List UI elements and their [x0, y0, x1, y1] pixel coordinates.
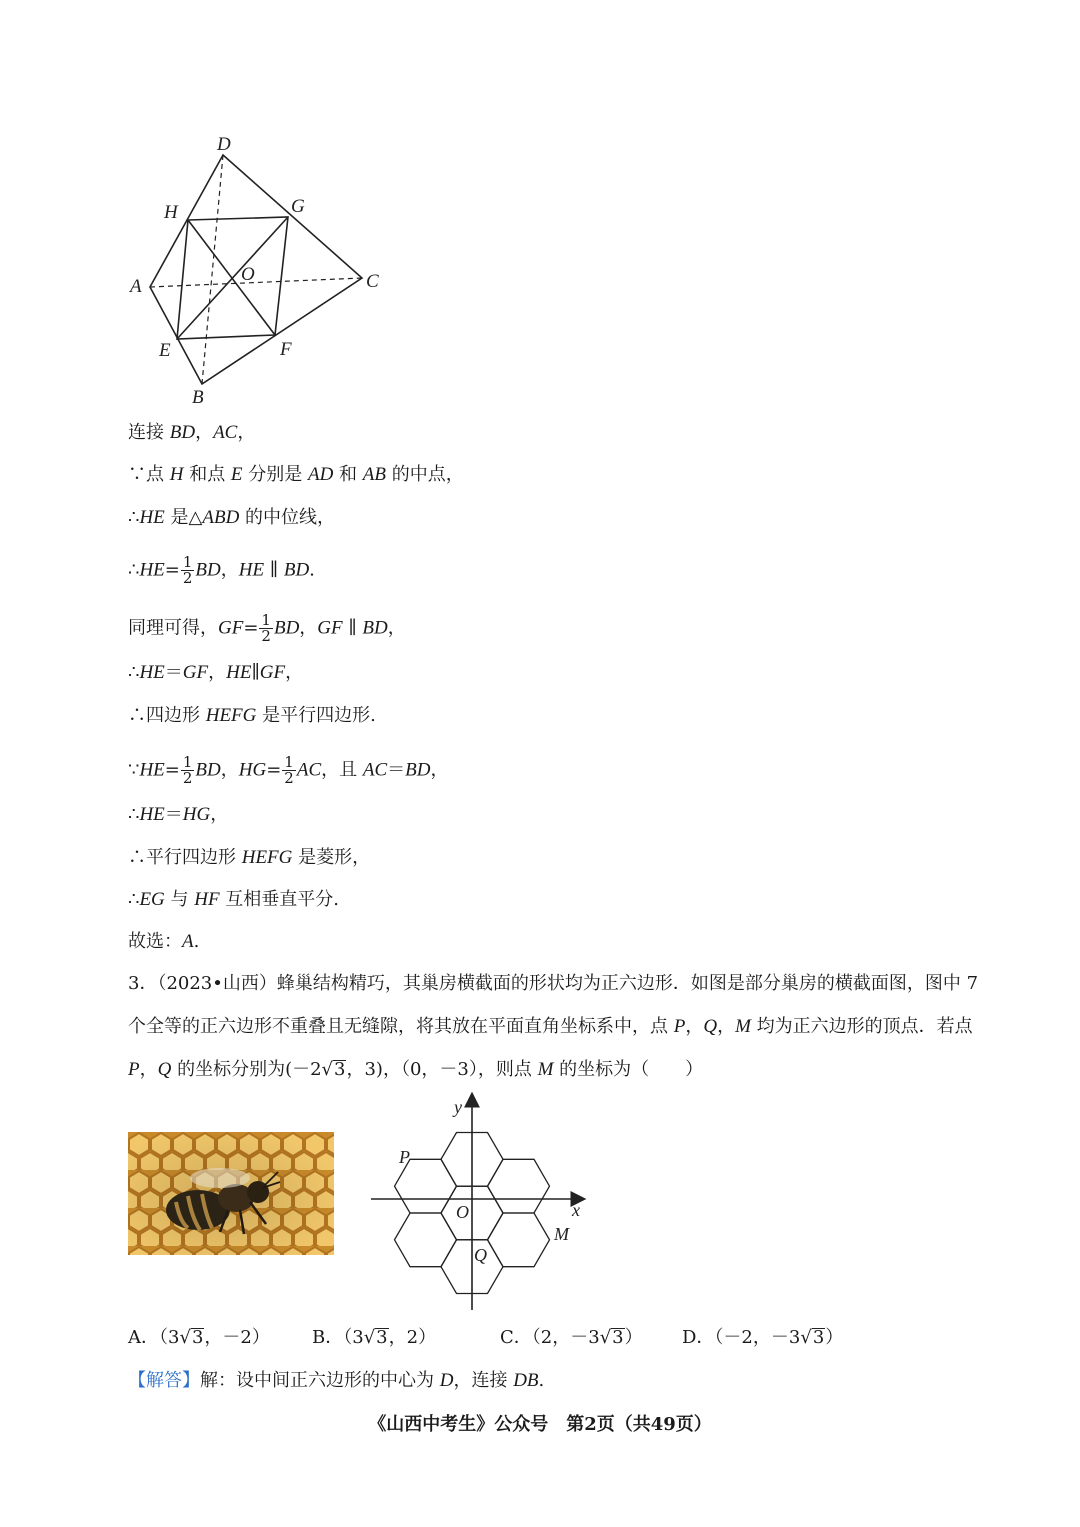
text-run: =	[266, 759, 282, 781]
text-run: B．（3	[312, 1327, 364, 1348]
text-run: ）	[624, 1327, 643, 1348]
math-symbol: AC	[362, 759, 388, 781]
text-run: 分别是	[242, 464, 308, 485]
math-symbol: AB	[362, 464, 386, 485]
math-symbol: H	[169, 464, 184, 485]
text-run: ，连接	[453, 1370, 514, 1391]
text-run: 故选：	[128, 931, 182, 952]
text-run: 的中点，	[385, 464, 464, 485]
text-run: .	[193, 931, 200, 952]
point-label-O: O	[456, 1202, 469, 1222]
math-symbol: E	[230, 464, 243, 485]
label-G: G	[291, 196, 305, 217]
math-symbol: AD	[307, 464, 334, 485]
answer-line	[128, 1369, 544, 1393]
math-symbol: D	[439, 1370, 454, 1391]
geometry-figure-quadrilateral	[120, 125, 400, 415]
point-label-M: M	[554, 1224, 569, 1244]
page-footer: 《山西中考生》公众号 第2页（共49页）	[368, 1414, 712, 1435]
solution-line	[128, 704, 376, 728]
math-symbol: Q	[703, 1016, 718, 1037]
fraction	[181, 755, 195, 786]
text-run: C．（2，－3	[500, 1327, 600, 1348]
text-run: 连接	[128, 422, 170, 443]
axis-label-x: x	[572, 1200, 580, 1220]
sqrt-radicand: 3	[812, 1327, 825, 1348]
text-run: 是△	[164, 507, 203, 528]
solution-line	[128, 555, 315, 586]
text-run: 和	[333, 464, 363, 485]
text-run: ∴	[128, 804, 140, 825]
label-B: B	[192, 387, 204, 408]
solution-line	[128, 613, 406, 644]
text-run: ∴	[128, 889, 140, 910]
text-run: ，	[237, 422, 256, 443]
option-B[interactable]	[312, 1326, 436, 1350]
solution-line	[128, 846, 370, 870]
math-symbol: M	[537, 1059, 554, 1080]
text-run: A．（3	[128, 1327, 180, 1348]
hexagon-cell	[395, 1159, 457, 1213]
solution-line	[128, 803, 228, 827]
text-run: ∥	[264, 559, 284, 581]
sqrt-radicand: 3	[612, 1327, 624, 1348]
label-D: D	[217, 134, 231, 155]
text-run: ，	[195, 422, 214, 443]
label-A: A	[130, 276, 142, 297]
math-symbol: HE	[226, 662, 252, 683]
text-run: =	[164, 559, 180, 581]
text-run: ，－2）	[204, 1327, 270, 1348]
text-run: ，3)，（0，－3），则点	[346, 1059, 538, 1080]
solution-line	[128, 463, 464, 487]
question-3-text	[128, 962, 988, 1091]
text-run: ∴四边形	[128, 705, 206, 726]
text-run: ，	[430, 759, 449, 781]
sqrt-radicand: 3	[334, 1059, 346, 1080]
text-run: ，	[299, 617, 318, 639]
sqrt-sign: √	[321, 1059, 334, 1080]
math-symbol: BD	[273, 617, 300, 639]
fraction	[181, 555, 195, 586]
text-run: ∥	[342, 617, 363, 639]
label-F: F	[280, 339, 292, 360]
text-run: ，且	[321, 759, 363, 781]
math-symbol: AC	[213, 422, 238, 443]
label-C: C	[366, 271, 379, 292]
solution-line	[128, 888, 339, 912]
math-symbol: HEFG	[241, 847, 293, 868]
sqrt-sign: √	[363, 1327, 376, 1348]
math-symbol: HG	[238, 759, 267, 781]
honeycomb-photo	[128, 1132, 334, 1255]
text-run: =	[164, 759, 180, 781]
label-O: O	[241, 264, 255, 285]
text-run: ＝	[164, 804, 183, 825]
hexagon-cell	[395, 1213, 457, 1267]
text-run: 是菱形，	[292, 847, 371, 868]
text-run: ，	[387, 617, 406, 639]
math-symbol: BD	[195, 759, 221, 781]
text-run: D．（－2，－3	[682, 1327, 801, 1348]
math-symbol: P	[673, 1016, 686, 1037]
numerator: 1	[182, 753, 193, 771]
text-run: ，	[285, 662, 304, 683]
text-run: 均为正六边形的顶点．若点	[750, 1016, 973, 1037]
text-run: ∥	[251, 662, 260, 683]
math-symbol: GF	[317, 617, 343, 639]
solution-line	[128, 755, 448, 786]
text-run: ）	[825, 1327, 844, 1348]
sqrt-radicand: 3	[376, 1327, 388, 1348]
point-label-Q: Q	[474, 1245, 487, 1265]
text-run: 的中位线，	[239, 507, 336, 528]
text-run: ，2）	[388, 1327, 437, 1348]
hexagon-coordinate-figure	[365, 1090, 595, 1315]
text-run: 的坐标为（ ）	[553, 1059, 704, 1080]
denominator: 2	[284, 769, 294, 787]
math-symbol: P	[128, 1059, 140, 1080]
text-run: ＝	[387, 759, 406, 781]
math-symbol: HE	[139, 759, 165, 781]
point-label-P: P	[399, 1147, 410, 1167]
math-symbol: BD	[195, 559, 221, 581]
text-run: ∴	[128, 507, 140, 528]
text-run: ，	[208, 662, 227, 683]
hexagon-cell	[488, 1159, 550, 1213]
text-run: ＝	[164, 662, 183, 683]
math-symbol: HE	[139, 507, 165, 528]
math-symbol: HEFG	[205, 705, 257, 726]
numerator: 1	[261, 611, 271, 629]
text-run: ，	[139, 1059, 158, 1080]
text-run: ，	[717, 1016, 736, 1037]
sqrt-sign: √	[800, 1327, 812, 1348]
math-symbol: BD	[405, 759, 431, 781]
math-symbol: BD	[169, 422, 196, 443]
text-run: 同理可得，	[128, 617, 218, 639]
answer-tag: 【解答】	[128, 1370, 200, 1391]
math-symbol: Q	[157, 1059, 172, 1080]
math-symbol: GF	[218, 617, 244, 639]
math-symbol: BD	[283, 559, 310, 581]
math-symbol: ABD	[202, 507, 240, 528]
text-run: 解：设中间正六边形的中心为	[200, 1370, 440, 1391]
math-symbol: AC	[296, 759, 322, 781]
text-run: ，	[220, 559, 239, 581]
sqrt-radicand: 3	[191, 1327, 204, 1348]
solution-line	[128, 930, 199, 954]
sqrt-sign: √	[179, 1327, 191, 1348]
text-run: 3．（2023•山西）蜂巢结构精巧，其巢房横截面的形状均为正六边形．如图是部分巢房的横截面图，图中 7 个全等的正六边形不重叠且无缝隙，将其放在平面直角坐标系中，点	[128, 973, 979, 1037]
option-A[interactable]	[128, 1326, 270, 1350]
text-run: ∵	[128, 759, 140, 781]
math-symbol: GF	[182, 662, 209, 683]
text-run: 是平行四边形.	[256, 705, 376, 726]
math-symbol: BD	[362, 617, 388, 639]
math-symbol: HE	[139, 804, 165, 825]
text-run: ∴平行四边形	[128, 847, 242, 868]
math-symbol: GF	[259, 662, 286, 683]
text-run: ，	[685, 1016, 704, 1037]
label-H: H	[164, 202, 178, 223]
fraction	[259, 613, 273, 644]
label-E: E	[159, 340, 171, 361]
math-symbol: HG	[182, 804, 211, 825]
text-run: ，	[210, 804, 229, 825]
solution-line	[128, 661, 303, 685]
fraction	[282, 755, 296, 786]
math-symbol: A	[182, 931, 194, 952]
solution-line	[128, 421, 255, 445]
math-symbol: HF	[194, 889, 220, 910]
text-run: ∴	[128, 559, 140, 581]
text-run: ，	[220, 759, 239, 781]
text-run: 与	[164, 889, 195, 910]
denominator: 2	[182, 569, 193, 587]
text-run: ∵点	[128, 464, 170, 485]
hexagon-cell	[488, 1213, 550, 1267]
math-symbol: HE	[238, 559, 265, 581]
solution-line	[128, 506, 335, 530]
math-symbol: EG	[139, 889, 165, 910]
axis-label-y: y	[454, 1097, 462, 1117]
numerator: 1	[284, 753, 294, 771]
text-run: 和点	[183, 464, 231, 485]
text-run: =	[243, 617, 259, 639]
denominator: 2	[261, 627, 271, 645]
option-D[interactable]	[682, 1326, 843, 1350]
denominator: 2	[182, 769, 193, 787]
math-symbol: HE	[139, 662, 165, 683]
math-symbol: DB	[513, 1370, 539, 1391]
sqrt-sign: √	[599, 1327, 612, 1348]
option-C[interactable]	[500, 1326, 643, 1350]
text-run: 的坐标分别为(－2	[171, 1059, 322, 1080]
text-run: 互相垂直平分.	[219, 889, 340, 910]
text-run: .	[309, 559, 315, 581]
math-symbol: HE	[139, 559, 165, 581]
math-symbol: M	[735, 1016, 751, 1037]
text-run: ∴	[128, 662, 140, 683]
text-run: .	[538, 1370, 545, 1391]
numerator: 1	[182, 553, 193, 571]
